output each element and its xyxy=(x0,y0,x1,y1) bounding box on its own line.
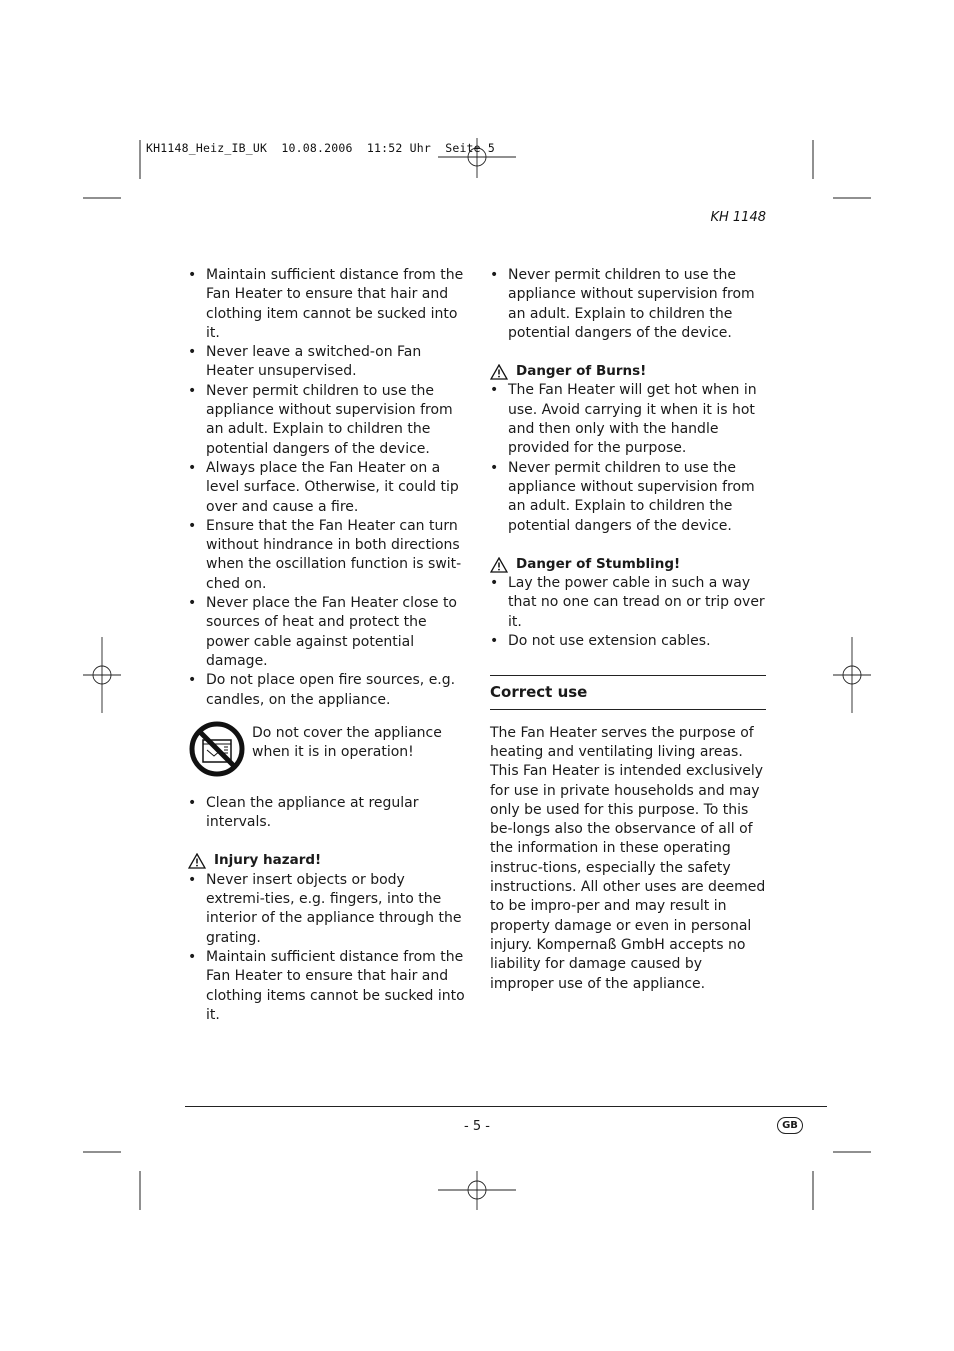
warning-icon xyxy=(490,557,508,573)
injury-hazard-heading xyxy=(188,851,468,870)
list-item: • Always place the Fan Heater on a level surface. Otherwise, it could tip over and cause a fire. xyxy=(188,459,468,517)
correct-use-body xyxy=(490,724,766,994)
warning-icon xyxy=(490,364,508,380)
list-item: • Never leave a switched-on Fan Heater unsupervised. xyxy=(188,343,468,382)
page-number: - 5 - xyxy=(464,1119,490,1134)
heading-label: Danger of Burns! xyxy=(516,363,647,380)
list-item: • Never place the Fan Heater close to sources of heat and protect the power cable against potential damage. xyxy=(188,594,468,671)
print-slug: KH1148_Heiz_IB_UK 10.08.2006 11:52 Uhr Seite 5 xyxy=(146,141,496,155)
list-item: • Ensure that the Fan Heater can turn without hindrance in both directions when the oscillation function is swit-ched on. xyxy=(188,517,468,594)
notice-text: Do not cover the appliance when it is in operation! xyxy=(252,724,442,761)
list-item: • Never permit children to use the appliance without supervision from an adult. Explain to children the potential dangers of the device. xyxy=(490,459,766,536)
list-item: • Never permit children to use the appliance without supervision from an adult. Explain to children the potential dangers of the device. xyxy=(490,266,766,343)
list-item: • Never permit children to use the appliance without supervision from an adult. Explain to children the potential dangers of the device. xyxy=(188,382,468,459)
cleaning-list xyxy=(188,794,468,833)
heading-label: Injury hazard! xyxy=(214,852,322,869)
stumbling-list xyxy=(490,574,766,651)
do-not-cover-notice xyxy=(188,720,468,778)
correct-use-title: Correct use xyxy=(490,683,588,702)
right-column xyxy=(490,266,766,994)
paragraph: The Fan Heater serves the purpose of heating and ventilating living areas. This Fan Heater is intended exclusively for use in private households and may only be used for this purpose. To this be-longs also the observance of all of the information in these operating instruc-tions, especially the safety instructions. All other uses are deemed to be impro-per and may result in property damage or even in personal injury. Kompernaß GmbH accepts no liability for damage caused by improper use of the appliance. xyxy=(490,724,766,992)
list-item: • Never insert objects or body extremi-ties, e.g. fingers, into the interior of the appliance through the grating. xyxy=(188,871,468,948)
list-item: • Maintain sufficient distance from the Fan Heater to ensure that hair and clothing item cannot be sucked into it. xyxy=(188,266,468,343)
list-item: • Clean the appliance at regular intervals. xyxy=(188,794,468,833)
list-item: • Do not place open fire sources, e.g. candles, on the appliance. xyxy=(188,671,468,710)
children-list xyxy=(490,266,766,343)
model-number: KH 1148 xyxy=(710,210,766,225)
country-badge: GB xyxy=(777,1117,803,1134)
footer-rule xyxy=(185,1106,827,1107)
list-item: • Lay the power cable in such a way that no one can tread on or trip over it. xyxy=(490,574,766,632)
safety-list xyxy=(188,266,468,710)
warning-icon xyxy=(188,853,206,869)
list-item: • Maintain sufficient distance from the Fan Heater to ensure that hair and clothing items cannot be sucked into it. xyxy=(188,948,468,1025)
danger-of-stumbling-heading xyxy=(490,555,766,574)
burns-list xyxy=(490,381,766,535)
list-item: • The Fan Heater will get hot when in use. Avoid carrying it when it is hot and then only with the handle provided for the purpose. xyxy=(490,381,766,458)
left-column xyxy=(188,266,468,1025)
danger-of-burns-heading xyxy=(490,362,766,381)
heading-label: Danger of Stumbling! xyxy=(516,555,681,572)
list-item: • Do not use extension cables. xyxy=(490,632,766,651)
injury-list xyxy=(188,871,468,1025)
do-not-cover-icon xyxy=(188,720,246,778)
